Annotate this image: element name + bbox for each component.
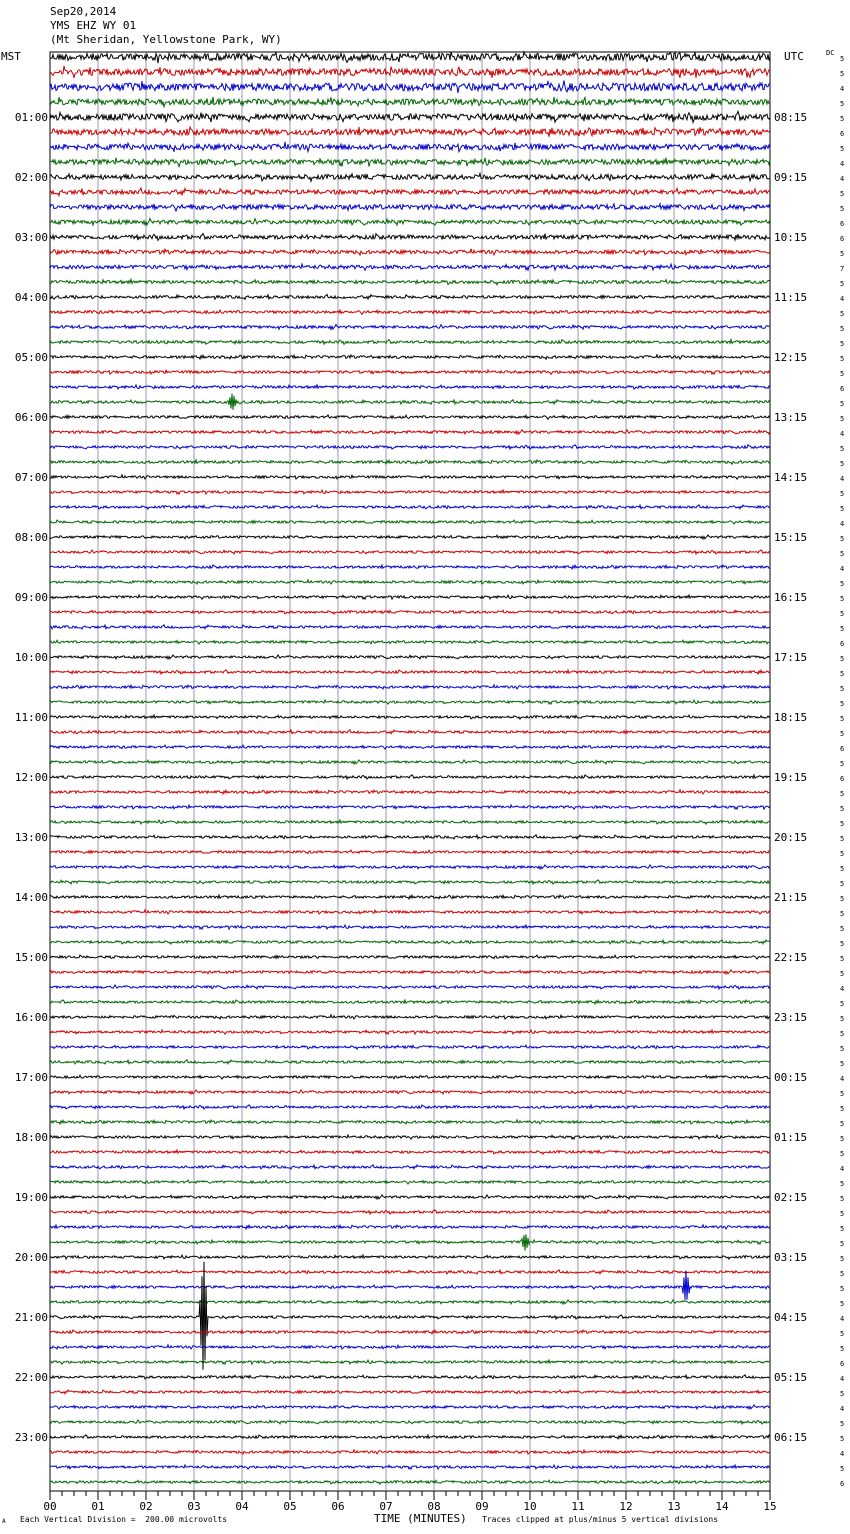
dc-value: 4 <box>840 1315 845 1323</box>
seismic-trace <box>50 1210 770 1214</box>
hour-label-utc: 20:15 <box>774 831 808 844</box>
seismic-trace <box>50 127 770 137</box>
left-timezone-label: MST <box>1 50 21 63</box>
dc-value: 6 <box>840 130 845 138</box>
dc-value: 5 <box>840 670 845 678</box>
seismic-trace <box>50 505 770 509</box>
dc-value: 5 <box>840 685 845 693</box>
seismic-trace <box>50 1270 770 1274</box>
hour-label-utc: 19:15 <box>774 771 808 784</box>
dc-value: 5 <box>840 55 845 63</box>
dc-value: 5 <box>840 715 845 723</box>
dc-value: 5 <box>840 1000 845 1008</box>
plot-frame <box>50 52 770 1491</box>
seismic-trace <box>50 910 770 914</box>
dc-value: 5 <box>840 190 845 198</box>
dc-value: 5 <box>840 730 845 738</box>
x-tick-label: 01 <box>91 1500 105 1513</box>
dc-value: 5 <box>840 580 845 588</box>
dc-value: 5 <box>840 895 845 903</box>
seismic-trace <box>50 340 770 345</box>
seismic-trace <box>50 775 770 779</box>
x-tick-label: 10 <box>523 1500 537 1513</box>
seismic-trace <box>50 1450 770 1454</box>
x-tick-label: 04 <box>235 1500 249 1513</box>
hour-label-utc: 12:15 <box>774 351 808 364</box>
seismic-trace <box>50 1345 770 1349</box>
x-tick-label: 00 <box>43 1500 57 1513</box>
plot-date: Sep20,2014 <box>50 5 117 18</box>
seismic-trace <box>50 1090 770 1094</box>
seismic-trace <box>50 1435 770 1439</box>
seismic-trace <box>50 279 770 284</box>
dc-value: 4 <box>840 1075 845 1083</box>
hour-label-utc: 03:15 <box>774 1251 808 1264</box>
dc-value: 5 <box>840 340 845 348</box>
dc-value: 4 <box>840 985 845 993</box>
dc-value: 4 <box>840 175 845 183</box>
hour-label-utc: 23:15 <box>774 1011 808 1024</box>
seismic-trace <box>50 1000 770 1004</box>
seismic-trace <box>50 249 770 255</box>
hour-label-utc: 00:15 <box>774 1071 808 1084</box>
dc-value: 5 <box>840 1255 845 1263</box>
dc-value: 5 <box>840 460 845 468</box>
dc-value: 5 <box>840 400 845 408</box>
dc-value: 4 <box>840 1165 845 1173</box>
dc-value: 5 <box>840 970 845 978</box>
right-timezone-label: UTC <box>784 50 804 63</box>
hour-label-utc: 04:15 <box>774 1311 808 1324</box>
dc-value: 5 <box>840 145 845 153</box>
seismic-trace <box>50 835 770 839</box>
hour-label-utc: 16:15 <box>774 591 808 604</box>
x-tick-label: 15 <box>763 1500 777 1513</box>
x-tick-label: 03 <box>187 1500 201 1513</box>
hour-label-utc: 14:15 <box>774 471 808 484</box>
dc-value: 4 <box>840 520 845 528</box>
seismic-trace <box>50 1120 770 1124</box>
seismic-trace <box>50 445 770 450</box>
dc-value: 5 <box>840 1420 845 1428</box>
seismic-trace <box>50 430 770 434</box>
seismic-trace <box>50 142 770 152</box>
hour-label-mst: 15:00 <box>14 951 48 964</box>
dc-value: 5 <box>840 1225 845 1233</box>
dc-value: 5 <box>840 625 845 633</box>
hour-label-mst: 07:00 <box>14 471 48 484</box>
dc-value: 5 <box>840 700 845 708</box>
hour-label-mst: 14:00 <box>14 891 48 904</box>
x-tick-label: 02 <box>139 1500 153 1513</box>
dc-value: 5 <box>840 280 845 288</box>
dc-value: 6 <box>840 235 845 243</box>
dc-value: 5 <box>840 820 845 828</box>
seismic-trace <box>50 880 770 884</box>
hour-label-utc: 05:15 <box>774 1371 808 1384</box>
dc-value: 5 <box>840 1060 845 1068</box>
seismic-trace <box>50 1195 770 1199</box>
seismic-trace <box>50 460 770 464</box>
dc-value: 5 <box>840 655 845 663</box>
seismic-trace <box>50 985 770 989</box>
dc-value: 6 <box>840 1360 845 1368</box>
dc-value: 4 <box>840 295 845 303</box>
seismic-trace <box>50 234 770 241</box>
seismic-trace <box>50 295 770 300</box>
dc-value: 6 <box>840 385 845 393</box>
seismic-trace <box>50 1150 770 1154</box>
dc-value: 5 <box>840 1210 845 1218</box>
seismic-trace <box>50 1135 770 1139</box>
seismic-trace <box>50 66 770 78</box>
dc-value: 5 <box>840 1120 845 1128</box>
seismic-trace <box>50 81 770 93</box>
dc-value: 5 <box>840 610 845 618</box>
hour-label-mst: 20:00 <box>14 1251 48 1264</box>
seismic-trace <box>50 1271 770 1300</box>
hour-label-mst: 21:00 <box>14 1311 48 1324</box>
seismic-trace <box>50 535 770 539</box>
seismic-trace <box>50 1015 770 1019</box>
seismic-trace <box>50 550 770 554</box>
hour-label-utc: 01:15 <box>774 1131 808 1144</box>
dc-value: 5 <box>840 835 845 843</box>
seismic-trace <box>50 1045 770 1049</box>
seismic-trace <box>50 1300 770 1304</box>
hour-label-utc: 22:15 <box>774 951 808 964</box>
seismic-trace <box>50 715 770 719</box>
hour-label-utc: 17:15 <box>774 651 808 664</box>
seismic-trace <box>50 1180 770 1184</box>
hour-label-utc: 11:15 <box>774 291 808 304</box>
seismic-trace <box>50 1480 770 1484</box>
seismic-trace <box>50 610 770 614</box>
seismic-trace <box>50 580 770 584</box>
dc-value: 5 <box>840 865 845 873</box>
dc-value: 6 <box>840 220 845 228</box>
seismic-trace <box>50 1360 770 1364</box>
seismic-trace <box>50 790 770 794</box>
dc-value: 5 <box>840 760 845 768</box>
seismic-trace <box>50 1234 770 1250</box>
dc-value: 4 <box>840 1375 845 1383</box>
dc-value: 5 <box>840 940 845 948</box>
seismic-trace <box>50 640 770 644</box>
hour-label-mst: 16:00 <box>14 1011 48 1024</box>
hour-label-mst: 22:00 <box>14 1371 48 1384</box>
seismic-trace <box>50 625 770 629</box>
seismic-trace <box>50 1030 770 1034</box>
dc-value: 5 <box>840 490 845 498</box>
seismic-trace <box>50 1330 770 1334</box>
hour-label-mst: 01:00 <box>14 111 48 124</box>
dc-value: 5 <box>840 955 845 963</box>
dc-value: 5 <box>840 355 845 363</box>
x-tick-label: 12 <box>619 1500 633 1513</box>
dc-value: 5 <box>840 1150 845 1158</box>
seismic-trace <box>50 219 770 226</box>
seismic-trace <box>50 490 770 494</box>
hour-label-mst: 10:00 <box>14 651 48 664</box>
hour-label-utc: 21:15 <box>774 891 808 904</box>
hour-label-mst: 11:00 <box>14 711 48 724</box>
clip-note: Traces clipped at plus/minus 5 vertical divisions <box>482 1515 719 1524</box>
seismic-trace <box>50 1255 770 1259</box>
seismic-trace <box>50 925 770 929</box>
hour-label-mst: 13:00 <box>14 831 48 844</box>
dc-value: 5 <box>840 1300 845 1308</box>
dc-value: 4 <box>840 475 845 483</box>
dc-value: 5 <box>840 1465 845 1473</box>
dc-value: 5 <box>840 1180 845 1188</box>
seismic-trace <box>50 1060 770 1064</box>
seismic-trace <box>50 97 770 107</box>
dc-value: 5 <box>840 370 845 378</box>
hour-label-mst: 06:00 <box>14 411 48 424</box>
dc-value: 4 <box>840 1405 845 1413</box>
hour-label-utc: 13:15 <box>774 411 808 424</box>
dc-value: 5 <box>840 1135 845 1143</box>
dc-value: 6 <box>840 775 845 783</box>
seismic-trace <box>50 1262 770 1370</box>
seismic-trace <box>50 475 770 479</box>
seismic-trace <box>50 685 770 689</box>
dc-value: 5 <box>840 550 845 558</box>
hour-label-utc: 10:15 <box>774 231 808 244</box>
seismic-trace <box>50 730 770 734</box>
dc-value: 5 <box>840 310 845 318</box>
seismic-trace <box>50 805 770 809</box>
seismic-trace <box>50 158 770 167</box>
dc-value: 5 <box>840 880 845 888</box>
x-tick-label: 06 <box>331 1500 345 1513</box>
dc-value: 5 <box>840 910 845 918</box>
dc-value: 5 <box>840 535 845 543</box>
dc-value: 6 <box>840 745 845 753</box>
hour-label-mst: 02:00 <box>14 171 48 184</box>
dc-value: 5 <box>840 205 845 213</box>
seismic-trace <box>50 264 770 270</box>
dc-value: 4 <box>840 1450 845 1458</box>
corner-mark: A <box>2 1518 6 1525</box>
station-location: (Mt Sheridan, Yellowstone Park, WY) <box>50 33 282 46</box>
seismic-trace <box>50 1375 770 1379</box>
dc-value: 5 <box>840 805 845 813</box>
dc-value: 5 <box>840 100 845 108</box>
seismic-trace <box>50 1165 770 1169</box>
dc-value: 5 <box>840 595 845 603</box>
dc-value: 5 <box>840 415 845 423</box>
dc-value: 5 <box>840 1285 845 1293</box>
seismic-trace <box>50 520 770 524</box>
x-tick-label: 08 <box>427 1500 441 1513</box>
hour-label-mst: 09:00 <box>14 591 48 604</box>
hour-label-utc: 02:15 <box>774 1191 808 1204</box>
hour-label-mst: 05:00 <box>14 351 48 364</box>
seismic-trace <box>50 655 770 659</box>
seismic-trace <box>50 1075 770 1079</box>
hour-label-utc: 08:15 <box>774 111 808 124</box>
dc-value: 7 <box>840 265 845 273</box>
dc-value: 5 <box>840 1015 845 1023</box>
x-tick-label: 05 <box>283 1500 297 1513</box>
seismic-trace <box>50 415 770 419</box>
seismic-trace <box>50 595 770 599</box>
dc-value: 5 <box>840 1390 845 1398</box>
seismic-trace <box>50 1390 770 1394</box>
x-tick-label: 11 <box>571 1500 585 1513</box>
seismic-trace <box>50 1225 770 1229</box>
seismic-trace <box>50 865 770 869</box>
seismic-trace <box>50 895 770 899</box>
seismic-trace <box>50 565 770 569</box>
seismic-trace <box>50 745 770 749</box>
dc-value: 5 <box>840 115 845 123</box>
scale-note: Each Vertical Division = 200.00 microvolts <box>20 1515 228 1524</box>
x-tick-label: 13 <box>667 1500 681 1513</box>
dc-value: 5 <box>840 850 845 858</box>
dc-value: 5 <box>840 70 845 78</box>
seismic-trace <box>50 52 770 64</box>
dc-value: 4 <box>840 430 845 438</box>
seismic-trace <box>50 940 770 944</box>
dc-value: 5 <box>840 1105 845 1113</box>
dc-value: 5 <box>840 1435 845 1443</box>
hour-label-mst: 12:00 <box>14 771 48 784</box>
seismic-trace <box>50 670 770 674</box>
dc-value: 5 <box>840 925 845 933</box>
hour-label-mst: 23:00 <box>14 1431 48 1444</box>
seismic-trace <box>50 850 770 854</box>
dc-value: 5 <box>840 790 845 798</box>
dc-value: 6 <box>840 1480 845 1488</box>
dc-value: 5 <box>840 1090 845 1098</box>
hour-label-mst: 04:00 <box>14 291 48 304</box>
x-tick-label: 07 <box>379 1500 393 1513</box>
dc-value: 5 <box>840 1030 845 1038</box>
x-tick-label: 14 <box>715 1500 729 1513</box>
hour-label-utc: 06:15 <box>774 1431 808 1444</box>
seismic-trace <box>50 1420 770 1424</box>
seismic-trace <box>50 955 770 959</box>
seismic-trace <box>50 394 770 410</box>
dc-value: 4 <box>840 85 845 93</box>
seismic-trace <box>50 760 770 764</box>
seismic-trace <box>50 1105 770 1109</box>
dc-value: 5 <box>840 250 845 258</box>
seismic-trace <box>50 1405 770 1409</box>
hour-label-mst: 19:00 <box>14 1191 48 1204</box>
dc-value: 5 <box>840 505 845 513</box>
seismic-trace <box>50 173 770 181</box>
seismic-trace <box>50 1465 770 1469</box>
hour-label-utc: 18:15 <box>774 711 808 724</box>
seismic-trace <box>50 188 770 196</box>
seismic-trace <box>50 355 770 360</box>
hour-label-utc: 15:15 <box>774 531 808 544</box>
dc-value: 5 <box>840 1240 845 1248</box>
dc-column-label: DC <box>826 49 835 57</box>
seismic-trace <box>50 325 770 330</box>
seismic-trace <box>50 310 770 315</box>
x-axis-label: TIME (MINUTES) <box>374 1512 467 1525</box>
dc-value: 6 <box>840 640 845 648</box>
hour-label-mst: 03:00 <box>14 231 48 244</box>
dc-value: 5 <box>840 445 845 453</box>
dc-value: 5 <box>840 1330 845 1338</box>
seismic-trace <box>50 204 770 211</box>
seismic-trace <box>50 970 770 974</box>
x-tick-label: 09 <box>475 1500 489 1513</box>
dc-value: 5 <box>840 325 845 333</box>
hour-label-mst: 17:00 <box>14 1071 48 1084</box>
hour-label-mst: 08:00 <box>14 531 48 544</box>
seismic-trace <box>50 111 770 122</box>
hour-label-utc: 09:15 <box>774 171 808 184</box>
station-code: YMS EHZ WY 01 <box>50 19 137 32</box>
seismic-trace <box>50 385 770 389</box>
dc-value: 5 <box>840 1345 845 1353</box>
seismic-trace <box>50 370 770 374</box>
hour-label-mst: 18:00 <box>14 1131 48 1144</box>
dc-value: 5 <box>840 1195 845 1203</box>
seismic-trace <box>50 820 770 824</box>
dc-value: 5 <box>840 1045 845 1053</box>
seismic-trace <box>50 700 770 704</box>
dc-value: 4 <box>840 160 845 168</box>
dc-value: 4 <box>840 565 845 573</box>
dc-value: 5 <box>840 1270 845 1278</box>
